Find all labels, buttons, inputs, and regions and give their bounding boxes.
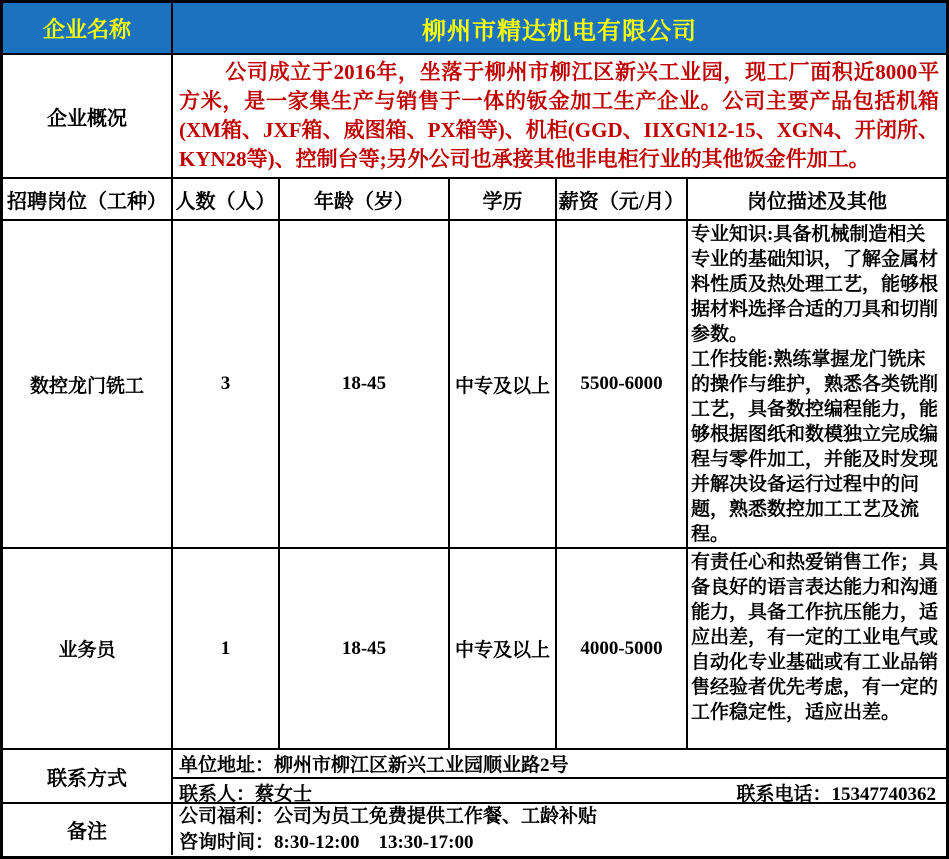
company-name-cell (171, 3, 946, 53)
col-header-age: 年龄（岁） (278, 179, 448, 219)
job-description-cell (686, 549, 946, 748)
job-age-cell: 18-45 (278, 549, 448, 748)
overview-label: 企业概况 (47, 107, 127, 130)
col-header-description: 岗位描述及其他 (686, 179, 946, 219)
overview-paragraph: 公司成立于2016年，坐落于柳州市柳江区新兴工业园，现工厂面积近8000平方米，是一家集生产与销售于一体的钣金加工生产企业。公司主要产品包括机箱(XM箱、JXF箱、威图箱、PX箱等)、机柜(GGD、IIXGN12-15、XGN4、开闭所、KYN28等)、控制台等;另外公司也承接其他非电柜行业的其他饭金件加工。 (179, 60, 939, 171)
contact-section (3, 748, 946, 802)
notes-label-cell (3, 804, 171, 855)
col-header-position: 招聘岗位（工种） (7, 190, 167, 213)
job-description-skills: 工作技能:熟练掌握龙门铣床的操作与维护，熟悉各类铣削工艺，具备数控编程能力，能够根据图纸和数模独立完成编程与零件加工，并能及时发现并解决设备运行过程中的问题，熟悉数控加工工艺及流程。 (691, 349, 939, 545)
notes-hours: 咨询时间：8:30-12:00 13:30-17:00 (179, 831, 474, 853)
job-education-cell: 中专及以上 (448, 221, 555, 547)
contact-person-line (173, 777, 946, 802)
contact-label: 联系方式 (47, 767, 127, 790)
job-title-cell: 数控龙门铣工 (29, 375, 144, 397)
notes-section (3, 802, 946, 855)
contact-address-line (173, 750, 946, 777)
contact-address: 单位地址：柳州市柳江区新兴工业园顺业路2号 (179, 755, 569, 776)
job-description-knowledge: 专业知识:具备机械制造相关专业的基础知识，了解金属材料性质及热处理工艺，能够根据材料选择合适的刀具和切削参数。 (691, 224, 939, 345)
col-header-education: 学历 (448, 179, 555, 219)
job-description-cell (686, 221, 946, 547)
notes-details-cell (171, 804, 946, 855)
col-header-headcount: 人数（人） (171, 179, 278, 219)
job-headcount-cell: 3 (171, 221, 278, 547)
overview-row (3, 53, 946, 177)
jobs-header-row (3, 177, 946, 219)
job-description-text: 有责任心和热爱销售工作；具备良好的语言表达能力和沟通能力，具备工作抗压能力，适应出差，有一定的工业电气或自动化专业基础或有工业品销售经验者优先考虑，有一定的工作稳定性，适应出差。 (691, 552, 939, 723)
job-headcount-cell: 1 (171, 549, 278, 748)
col-header-salary: 薪资（元/月） (555, 179, 686, 219)
job-education-cell: 中专及以上 (448, 549, 555, 748)
contact-phone: 联系电话：15347740362 (736, 784, 936, 802)
company-name: 柳州市精达机电有限公司 (422, 18, 697, 45)
title-bar (3, 3, 946, 53)
job-age-cell: 18-45 (278, 221, 448, 547)
job-row-salesperson (3, 547, 946, 748)
company-name-label-cell (3, 3, 171, 53)
notes-welfare: 公司福利：公司为员工免费提供工作餐、工龄补贴 (179, 805, 598, 827)
overview-text-cell (171, 55, 946, 177)
company-name-label: 企业名称 (42, 16, 131, 42)
contact-details-cell (171, 750, 946, 802)
job-row-cnc-miller (3, 219, 946, 547)
contact-label-cell (3, 750, 171, 802)
notes-label: 备注 (67, 821, 107, 843)
job-title-cell: 业务员 (58, 640, 116, 661)
contact-person: 联系人：蔡女士 (179, 784, 313, 802)
overview-label-cell (3, 55, 171, 177)
job-salary-cell: 4000-5000 (555, 549, 686, 748)
job-salary-cell: 5500-6000 (555, 221, 686, 547)
